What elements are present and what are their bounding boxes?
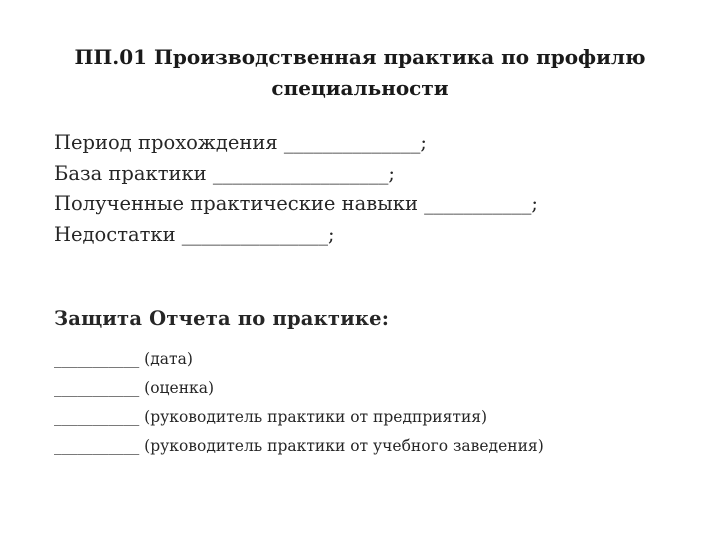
defense-signature-list [54, 345, 544, 461]
shortcomings-field: Недостатки _______________; [54, 222, 335, 246]
title-line-2: специальности [271, 76, 449, 100]
practice-base-field: База практики __________________; [54, 161, 395, 185]
title-line-1: ПП.01 Производственная практика по профилю [74, 45, 646, 69]
period-field: Период прохождения ______________; [54, 131, 427, 154]
page-title [40, 42, 680, 104]
date-line: ___________ (дата) [54, 350, 193, 368]
school-supervisor-line: ___________ (руководитель практики от учебного заведения) [54, 437, 544, 455]
acquired-skills-field: Полученные практические навыки ___________; [54, 192, 538, 215]
grade-line: ___________ (оценка) [54, 379, 215, 397]
enterprise-supervisor-line: ___________ (руководитель практики от предприятия) [54, 408, 488, 426]
practice-fields [54, 128, 538, 250]
defense-heading: Защита Отчета по практике: [54, 307, 390, 330]
